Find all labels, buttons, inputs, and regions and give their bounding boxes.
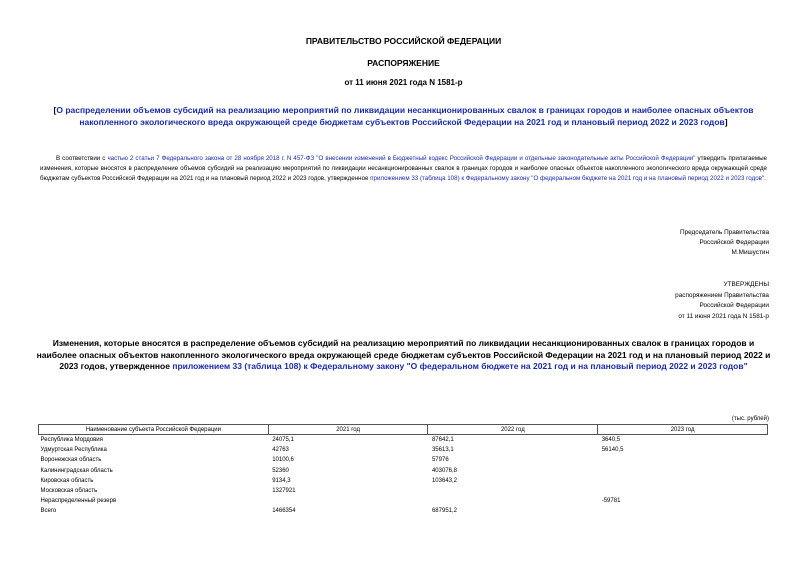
subsidy-table <box>38 424 768 517</box>
row-value-2023 <box>598 476 768 486</box>
column-header-2023: 2023 год <box>598 425 768 435</box>
row-value-2022: 57976 <box>431 457 449 464</box>
row-value-2021: 52360 <box>272 467 289 474</box>
table-row <box>39 486 768 496</box>
row-subject: Калининградская область <box>40 467 113 474</box>
document-title <box>30 104 777 128</box>
row-value-2023 <box>598 486 768 496</box>
row-value-2023: 56140,5 <box>601 447 624 454</box>
signature-country: Российской Федерации <box>699 239 769 246</box>
document-date: от 11 июня 2021 года N 1581-р <box>344 78 463 87</box>
title-link[interactable]: О распределении объемов субсидий на реализацию мероприятий по ликвидации несанкционированных свалок в границах городов и наиболее опасных объектов накопленного экологического вреда окружающей среде бюджетам субъектов Российской Федерации на 2021 год и плановый период 2022 и 2023 годов <box>56 105 754 127</box>
column-header-2022: 2022 год <box>428 425 598 435</box>
row-value-2021: 10100,6 <box>272 457 294 464</box>
appendix-33-link[interactable]: приложением 33 (таблица 108) к Федеральному закону "О федеральном бюджете на 2021 год и на плановый период 2022 и 2023 годов" <box>370 174 765 182</box>
paragraph-middle: утвердить прилагаемые изменения, которые вносятся в распределение объемов субсидий на реализацию мероприятий по ликвидации несанкционированных свалок в границах городов и наиболее опасных объектов накопленного экологического вреда окружающей среде бюджетам субъектов Российской Федерации на 2021 год и на плановый период 2022 и 2023 годов, утвержденное <box>40 155 768 182</box>
row-value-2021 <box>268 496 428 506</box>
document-type: РАСПОРЯЖЕНИЕ <box>367 58 440 68</box>
changes-title <box>36 338 771 373</box>
row-value-2022: 87642,1 <box>431 437 454 444</box>
signature-name: М.Мишустин <box>731 249 769 256</box>
table-row <box>39 476 768 486</box>
row-value-2022 <box>428 486 598 496</box>
paragraph-prefix: В соответствии с <box>56 155 108 162</box>
table-row <box>39 435 768 446</box>
column-header-subject: Наименование субъекта Российской Федерации <box>39 425 269 435</box>
column-header-2021: 2021 год <box>268 425 428 435</box>
row-value-2022: 403076,8 <box>431 467 457 474</box>
row-subject: Республика Мордовия <box>40 437 103 444</box>
row-value-2021: 1466354 <box>272 508 296 515</box>
units-label: (тыс. рублей) <box>731 416 769 422</box>
changes-title-text: Изменения, которые вносятся в распределение объемов субсидий на реализацию мероприятий по ликвидации несанкционированных свалок в границах городов и наиболее опасных объектов накопленного экологического вреда окружающей среде бюджетам субъектов Российской Федерации на 2021 год и на плановый период 2022 и 2023 годов, утвержденное <box>36 338 771 371</box>
table-row <box>39 496 768 506</box>
row-subject: Кировская область <box>40 477 94 484</box>
title-close-bracket: ] <box>724 117 728 127</box>
table-row <box>39 466 768 476</box>
approved-country: Российской Федерации <box>699 302 769 309</box>
row-value-2023 <box>598 506 768 516</box>
row-value-2021: 9134,3 <box>272 477 291 484</box>
row-subject: Всего <box>40 508 57 515</box>
row-value-2022: 687951,2 <box>431 508 457 515</box>
row-value-2021: 24075,1 <box>272 437 294 444</box>
row-value-2021: 42763 <box>272 447 289 454</box>
approved-label: УТВЕРЖДЕНЫ <box>723 281 769 288</box>
row-value-2023 <box>598 466 768 476</box>
row-value-2021: 1327921 <box>272 488 296 495</box>
decree-paragraph <box>40 154 767 183</box>
row-subject: Воронежская область <box>40 457 102 464</box>
table-row-total <box>39 506 768 516</box>
row-subject: Удмуртская Республика <box>40 447 107 454</box>
row-value-2022: 103643,2 <box>431 477 457 484</box>
row-value-2022 <box>428 496 598 506</box>
table-header-row <box>39 425 768 435</box>
signature-block <box>569 228 769 258</box>
row-subject: Московская область <box>40 488 98 495</box>
table-row <box>39 445 768 455</box>
paragraph-suffix: . <box>764 174 766 182</box>
row-value-2022: 35613,1 <box>431 447 454 454</box>
title-open-bracket: [ <box>53 105 57 115</box>
approved-date: от 11 июня 2021 года N 1581-р <box>678 312 769 320</box>
approved-by: распоряжением Правительства <box>675 291 769 299</box>
government-header: ПРАВИТЕЛЬСТВО РОССИЙСКОЙ ФЕДЕРАЦИИ <box>305 36 502 46</box>
row-value-2023 <box>598 455 768 465</box>
changes-appendix-link[interactable]: приложением 33 (таблица 108) к Федеральному закону "О федеральном бюджете на 2021 год и на плановый период 2022 и 2023 годов" <box>172 361 748 371</box>
row-value-2023: 3640,5 <box>601 437 621 444</box>
signature-position: Председатель Правительства <box>680 229 769 236</box>
law-457-fz-link[interactable]: частью 2 статьи 7 Федерального закона от 28 ноября 2018 г. N 457-ФЗ "О внесении изменений в Бюджетный кодекс Российской Федерации и отдельные законодательные акты Российской Федерации" <box>107 155 696 162</box>
row-subject: Нераспределенный резерв <box>40 498 117 505</box>
table-row <box>39 455 768 465</box>
approval-block <box>569 280 769 322</box>
row-value-2023: -59781 <box>601 498 621 505</box>
